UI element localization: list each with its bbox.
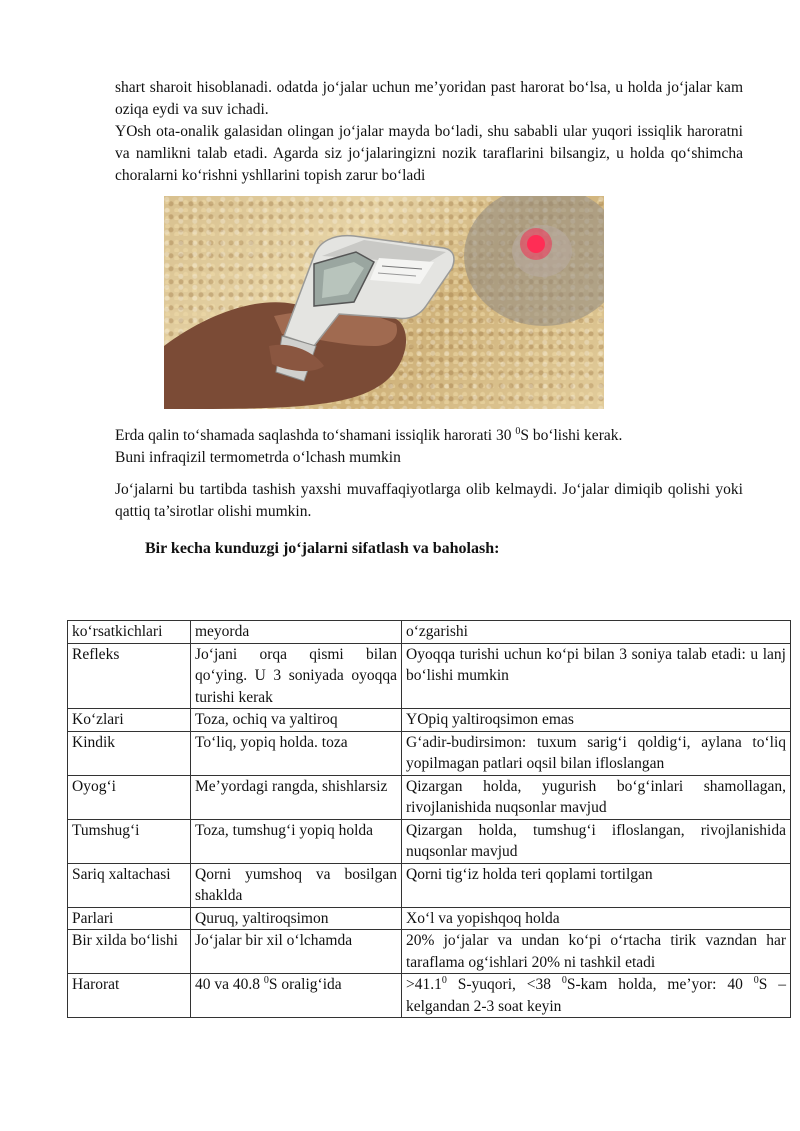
- thermometer-photo: [164, 196, 604, 409]
- table-row: [68, 907, 791, 930]
- indicator-cell: Sariq xaltachasi: [68, 863, 191, 907]
- normal-cell: Jo‘jalar bir xil o‘lchamda: [191, 930, 402, 974]
- degree-superscript: 0: [515, 425, 521, 437]
- normal-cell: Me’yordagi rangda, shishlarsiz: [191, 775, 402, 819]
- table-row-temperature: [68, 974, 791, 1018]
- normal-cell: Toza, ochiq va yaltiroq: [191, 709, 402, 732]
- indicator-cell: Refleks: [68, 643, 191, 709]
- normal-cell: Toza, tumshug‘i yopiq holda: [191, 819, 402, 863]
- chick-quality-table: [67, 620, 791, 1018]
- degree-superscript: 0: [441, 974, 447, 986]
- table-row: [68, 819, 791, 863]
- caption-sentence-2: Buni infraqizil termometrda o‘lchash mumkin: [115, 449, 401, 466]
- note-paragraph: Jo‘jalarni bu tartibda tashish yaxshi muvaffaqiyotlarga olib kelmaydi. Jo‘jalar dimiqib qolishi yoki qattiq ta’sirotlar olishi mumkin.: [115, 481, 743, 520]
- indicator-cell: Ko‘zlari: [68, 709, 191, 732]
- deviation-cell: Oyoqqa turishi uchun ko‘pi bilan 3 soniya talab etadi: u lanj bo‘lishi mumkin: [402, 643, 791, 709]
- deviation-cell: Qizargan holda, tumshug‘i ifloslangan, rivojlanishida nuqsonlar mavjud: [402, 819, 791, 863]
- normal-cell: To‘liq, yopiq holda. toza: [191, 731, 402, 775]
- degree-superscript: 0: [263, 974, 269, 986]
- table-header-row: [68, 621, 791, 644]
- intro-paragraph: [115, 77, 743, 187]
- normal-cell: [191, 974, 402, 1018]
- deviation-cell: Qizargan holda, yugurish bo‘g‘inlari shamollagan, rivojlanishida nuqsonlar mavjud: [402, 775, 791, 819]
- temp-dev-part-2: S-yuqori, <38: [446, 976, 562, 993]
- indicator-cell: Harorat: [68, 974, 191, 1018]
- table-row: [68, 709, 791, 732]
- temp-dev-part-4: S –kelgandan 2-3 soat keyin: [406, 976, 786, 1015]
- table-row: [68, 863, 791, 907]
- temp-dev-part-3: S-kam holda, me’yor: 40: [566, 976, 754, 993]
- section-heading: Bir kecha kunduzgi jo‘jalarni sifatlash va baholash:: [145, 540, 500, 557]
- temp-normal-start: 40 va 40.8: [195, 976, 264, 993]
- deviation-cell: 20% jo‘jalar va undan ko‘pi o‘rtacha tirik vazndan har taraflama og‘ishlari 20% ni tashkil etadi: [402, 930, 791, 974]
- indicator-cell: Parlari: [68, 907, 191, 930]
- normal-cell: Jo‘jani orqa qismi bilan qo‘ying. U 3 soniyada oyoqqa turishi kerak: [191, 643, 402, 709]
- deviation-cell: Qorni tig‘iz holda teri qoplami tortilgan: [402, 863, 791, 907]
- caption-paragraph: [115, 425, 743, 469]
- deviation-cell: Xo‘l va yopishqoq holda: [402, 907, 791, 930]
- table-row: [68, 930, 791, 974]
- degree-superscript: 0: [753, 974, 759, 986]
- indicator-cell: Kindik: [68, 731, 191, 775]
- indicator-cell: Tumshug‘i: [68, 819, 191, 863]
- deviation-cell: YOpiq yaltiroqsimon emas: [402, 709, 791, 732]
- temp-normal-end: S oralig‘ida: [268, 976, 342, 993]
- degree-superscript: 0: [561, 974, 567, 986]
- table-row: [68, 643, 791, 709]
- table-row: [68, 731, 791, 775]
- indicator-cell: Bir xilda bo‘lishi: [68, 930, 191, 974]
- intro-line-1: shart sharoit hisoblanadi. odatda jo‘jalar uchun me’yoridan past harorat bo‘lsa, u holda jo‘jalar kam oziqa eydi va suv ichadi.: [115, 79, 743, 118]
- table-header-cell: meyorda: [191, 621, 402, 644]
- deviation-cell: [402, 974, 791, 1018]
- temp-dev-part-1: >41.1: [406, 976, 442, 993]
- normal-cell: Quruq, yaltiroqsimon: [191, 907, 402, 930]
- deviation-cell: G‘adir-budirsimon: tuxum sarig‘i qoldig‘i, aylana to‘liq yopilmagan patlari oqsil bilan ifloslangan: [402, 731, 791, 775]
- table-header-cell: o‘zgarishi: [402, 621, 791, 644]
- indicator-cell: Oyog‘i: [68, 775, 191, 819]
- table-row: [68, 775, 791, 819]
- caption-sentence-1-end: S bo‘lishi kerak.: [520, 427, 623, 444]
- caption-sentence-1-start: Erda qalin to‘shamada saqlashda to‘shamani issiqlik harorati 30: [115, 427, 516, 444]
- normal-cell: Qorni yumshoq va bosilgan shaklda: [191, 863, 402, 907]
- intro-line-2: YOsh ota-onalik galasidan olingan jo‘jalar mayda bo‘ladi, shu sababli ular yuqori issiqlik haroratni va namlikni talab etadi. Agarda siz jo‘jalaringizni nozik taraflarini bilsangiz, u holda qo‘shimcha choralarni ko‘rishni yshllarini topish zarur bo‘ladi: [115, 123, 743, 184]
- table-header-cell: ko‘rsatkichlari: [68, 621, 191, 644]
- infrared-thermometer-illustration: [164, 196, 604, 409]
